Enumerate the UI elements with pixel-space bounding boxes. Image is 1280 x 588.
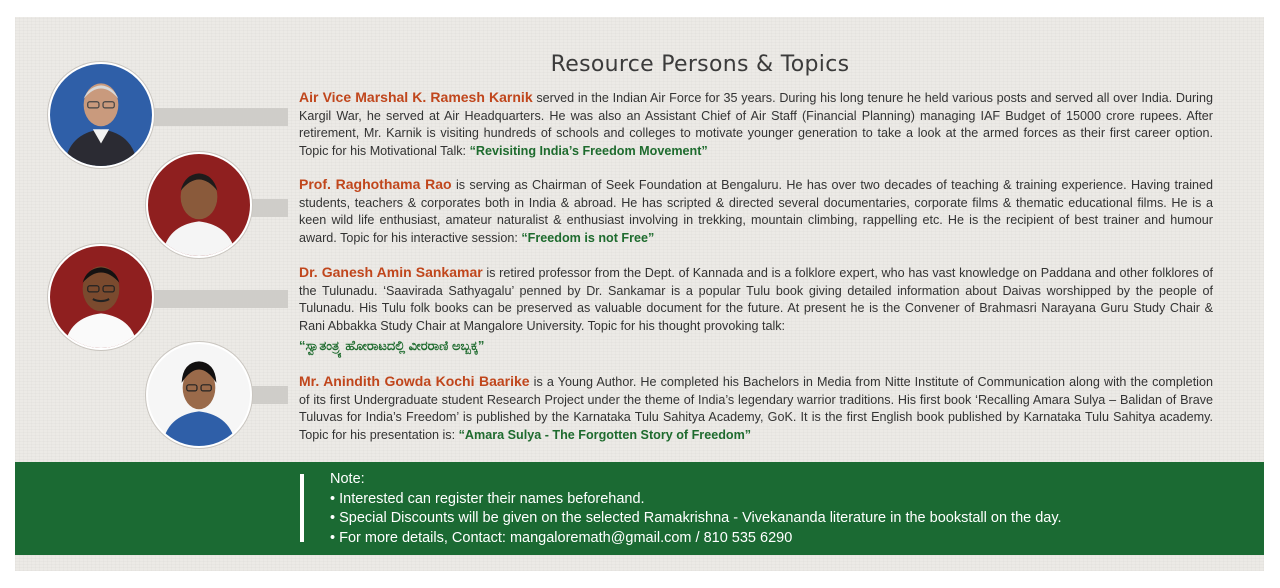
person-name: Dr. Ganesh Amin Sankamar	[299, 264, 483, 280]
connector-bar	[248, 199, 288, 217]
topic-title: “Revisiting India’s Freedom Movement”	[469, 143, 708, 158]
note-divider	[300, 474, 304, 542]
topic-title: “Freedom is not Free”	[521, 230, 655, 245]
avatar-baarike	[146, 342, 252, 448]
connector-bar	[150, 108, 288, 126]
bio-text: is retired professor from the Dept. of Kannada and is a folklore expert, who has vast knowledge on Paddana and other folklores of the Tulunadu. ‘Saavirada Sathyagalu’ penned by Dr. Sankamar is a popular Tulu book giving detailed information about Daivas worshipped by the people of Tulunadu. His Tulu folk books can be preserved as valuable document for the future. At present he is the Convener of Brahmasri Narayana Guru Study Chair & Rani Abbakka Study Chair at Mangalore University. Topic for his thought provoking talk:	[299, 266, 1214, 333]
bio-rao	[299, 176, 1213, 247]
person-name: Prof. Raghothama Rao	[299, 176, 452, 192]
topic-title: “ಸ್ವಾತಂತ್ರ್ಯ ಹೋರಾಟದಲ್ಲಿ ವೀರರಾಣಿ ಅಬ್ಬಕ್ಕ”	[299, 338, 485, 353]
note-item: • Interested can register their names beforehand.	[330, 490, 645, 507]
note-item-contact: • For more details, Contact: mangaloremath@gmail.com / 810 535 6290	[330, 529, 793, 546]
bio-sankamar	[299, 264, 1213, 355]
bio-karnik	[299, 89, 1213, 160]
topic-title: “Amara Sulya - The Forgotten Story of Freedom”	[458, 427, 752, 442]
connector-bar	[150, 290, 288, 308]
avatar-rao	[146, 152, 252, 258]
bio-text: is a Young Author. He completed his Bachelors in Media from Nitte Institute of Communication along with the completion of its first Undergraduate student Research Project under the theme of India’s legendary warrior traditions. His first book ‘Recalling Amara Sulya – Balidan of Brave Tuluvas for India’s Freedom’ is published by the Karnataka Tulu Sahitya Academy, GoK. It is the first English book published by Karnataka Tulu Sahitya academy. Topic for his presentation is:	[299, 375, 1213, 442]
bio-text: is serving as Chairman of Seek Foundation at Bengaluru. He has over two decades of teaching & training experience. Having trained students, teachers & corporates both in India & abroad. He has scripted & directed several documentaries, corporate films & thematic educational films. He is a keen wild life enthusiast, amateur naturalist & enthusiast involving in trekking, mountain climbing, rappelling etc. He is the recipient of best trainer and humour award. Topic for his interactive session:	[299, 178, 1214, 245]
person-name: Mr. Anindith Gowda Kochi Baarike	[299, 373, 530, 389]
section-heading: Resource Persons & Topics	[550, 52, 850, 77]
connector-bar	[248, 386, 288, 404]
avatar-karnik	[48, 62, 154, 168]
bio-text: served in the Indian Air Force for 35 years. During his long tenure he held various posts and served all over India. During Kargil War, he served at Air Headquarters. He was also an Assistant Chief of Air Staff (Financial Planning) managing IAF Budget of 15000 crore rupees. After retirement, Mr. Karnik is visiting hundreds of schools and colleges to motivate younger generation to take a look at the armed forces as their first career option. Topic for his Motivational Talk:	[299, 91, 1213, 158]
note-item: • Special Discounts will be given on the selected Ramakrishna - Vivekananda literature in the bookstall on the day.	[330, 510, 1062, 526]
note-content	[330, 470, 1062, 548]
bio-baarike	[299, 373, 1213, 444]
note-banner	[15, 462, 1264, 555]
avatar-sankamar	[48, 244, 154, 350]
person-name: Air Vice Marshal K. Ramesh Karnik	[299, 89, 533, 105]
note-title: Note:	[330, 471, 365, 487]
